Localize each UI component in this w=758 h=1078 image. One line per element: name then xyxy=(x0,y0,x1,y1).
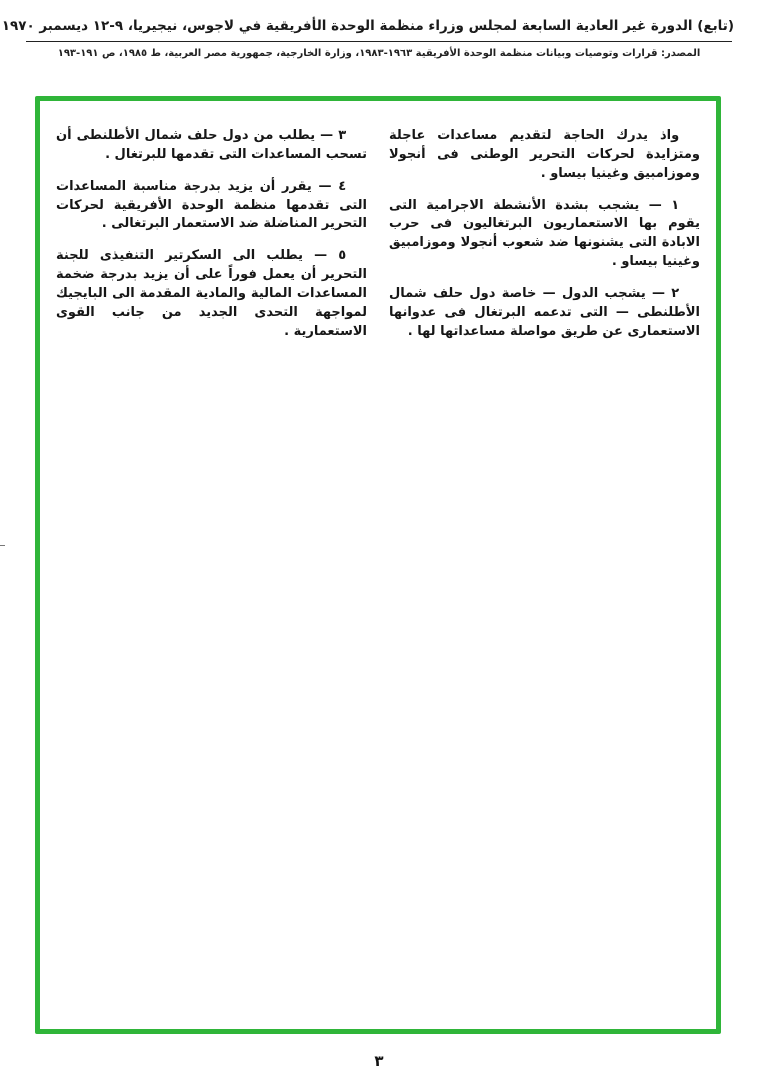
paragraph-preamble: واذ يدرك الحاجة لتقديم مساعدات عاجلة ومتزايدة لحركات التحرير الوطنى فى أنجولا وموزامبيق وغينيا بيساو . xyxy=(389,128,700,181)
column-right xyxy=(389,127,700,354)
paragraph-item-2: ٢ — يشجب الدول — خاصة دول حلف شمال الأطلنطى — التى تدعمه البرتغال فى عدوانها الاستعمارى عن طريق مواصلة مساعداتها لها . xyxy=(389,285,700,339)
paragraph-item-4: ٤ — يقرر أن يزيد بدرجة مناسبة المساعدات التى تقدمها منظمة الوحدة الأفريقية لحركات التحرير المناضلة ضد الاستعمار البرتغالى . xyxy=(56,178,367,232)
column-left xyxy=(56,127,367,354)
paragraph-item-5: ٥ — يطلب الى السكرتير التنفيذى للجنة التحرير أن يعمل فوراً على أن يزيد بدرجة ضخمة المساعدات المالية والمادية المقدمة الى البايجيك لمواجهة التحدى الجديد من جانب القوى الاستعمارية . xyxy=(56,248,367,339)
document-title: (تابع) الدورة غير العادية السابعة لمجلس وزراء منظمة الوحدة الأفريقية في لاجوس، نيجيريا، ٩-١٢ ديسمبر ١٩٧٠ xyxy=(1,18,734,34)
green-frame xyxy=(35,96,721,1034)
page-header xyxy=(1,18,734,59)
paragraph-item-1: ١ — يشجب بشدة الأنشطة الاجرامية التى يقوم بها الاستعماريون البرتغاليون فى حرب الابادة التى يشنونها ضد شعوب أنجولا وموزامبيق وغينيا بيساو . xyxy=(389,197,700,270)
page-number: ٣ xyxy=(374,1052,384,1070)
margin-tick-mark xyxy=(0,545,5,546)
source-line: المصدر: قرارات وتوصيات وبيانات منظمة الوحدة الأفريقية ١٩٦٣-١٩٨٣، وزارة الخارجية، جمهورية مصر العربية، ط ١٩٨٥، ص ١٩١-١٩٣ xyxy=(57,48,701,59)
paragraph-item-3: ٣ — يطلب من دول حلف شمال الأطلنطى أن تسحب المساعدات التى تقدمها للبرتغال . xyxy=(56,128,367,162)
text-columns xyxy=(40,101,716,354)
header-divider xyxy=(26,41,732,42)
